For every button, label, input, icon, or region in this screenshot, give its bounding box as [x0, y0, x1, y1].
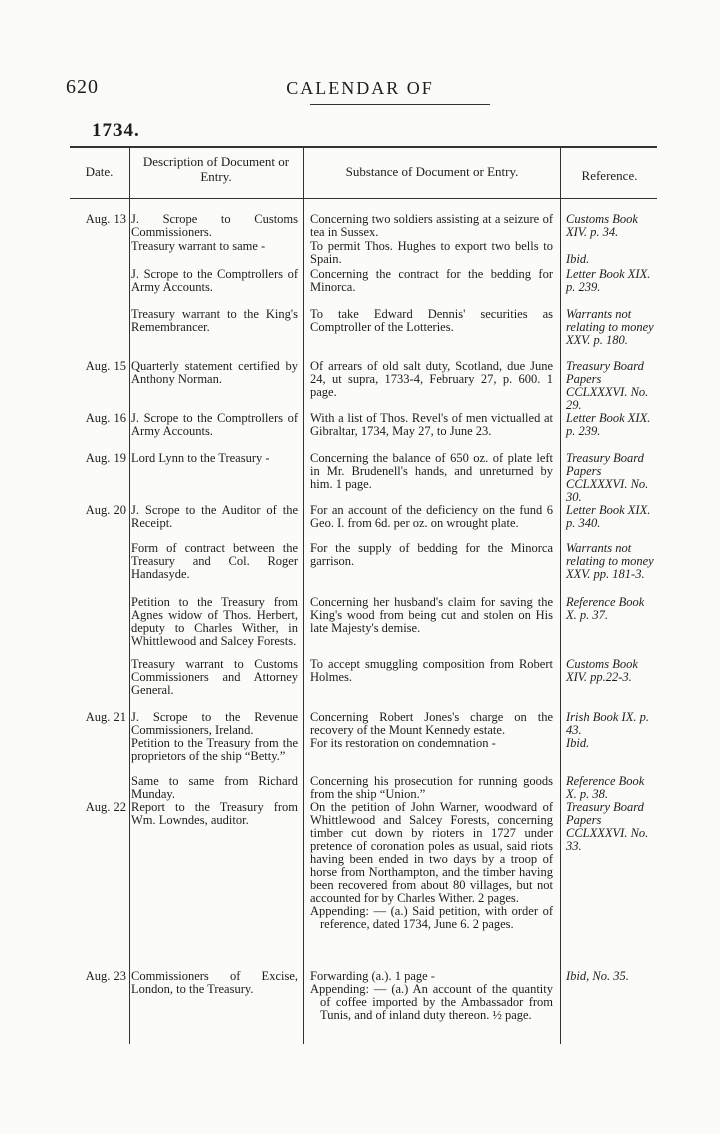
- entry-description: Form of contract between the Treasury and Col. Roger Handasyde.: [131, 541, 298, 581]
- entry-date: Aug. 19: [85, 451, 126, 465]
- entry-reference: Warrants not relating to money XXV. pp. 181-3.: [566, 541, 654, 581]
- table-top-rule: [70, 146, 657, 148]
- entry-substance: Concerning Robert Jones's charge on the recovery of the Mount Kennedy estate.: [310, 710, 553, 737]
- entry-reference: Letter Book XIX. p. 239.: [566, 267, 651, 294]
- column-header-substance: Substance of Document or Entry.: [345, 164, 519, 179]
- year-heading: 1734.: [92, 120, 140, 141]
- entry-reference: Ibid.: [566, 736, 590, 750]
- entry-substance: Of arrears of old salt duty, Scotland, due June 24, ut supra, 1733-4, February 27, p. 600. 1 page.: [310, 359, 553, 399]
- entry-substance: Concerning her husband's claim for saving the King's wood from being cut and stolen on His late Majesty's demise.: [310, 595, 553, 635]
- entry-reference: Treasury Board Papers CCLXXXVI. No. 33.: [566, 800, 649, 853]
- entry-description: J. Scrope to Customs Commissioners.: [131, 212, 298, 239]
- entry-date: Aug. 16: [85, 411, 126, 425]
- entry-substance: To take Edward Dennis' securities as Comptroller of the Lotteries.: [310, 307, 553, 334]
- entry-description: J. Scrope to the Revenue Commissioners, Ireland.: [131, 710, 298, 737]
- entry-description: Treasury warrant to Customs Commissioners and Attorney General.: [131, 657, 298, 697]
- entry-date: Aug. 15: [85, 359, 126, 373]
- entry-description: Treasury warrant to the King's Remembrancer.: [131, 307, 298, 334]
- entry-reference: Treasury Board Papers CCLXXXVI. No. 30.: [566, 451, 649, 504]
- entry-reference: Irish Book IX. p. 43.: [566, 710, 649, 737]
- entry-reference: Ibid, No. 35.: [566, 969, 629, 983]
- calendar-table: [70, 146, 657, 1044]
- entry-reference: Customs Book XIV. p. 34.: [566, 212, 638, 239]
- entry-reference: Reference Book X. p. 37.: [566, 595, 645, 622]
- entry-date: Aug. 13: [85, 212, 126, 226]
- entry-substance: For the supply of bedding for the Minorca garrison.: [310, 541, 553, 568]
- entry-reference: Letter Book XIX. p. 239.: [566, 411, 651, 438]
- entry-date: Aug. 23: [85, 969, 126, 983]
- entry-reference: Letter Book XIX. p. 340.: [566, 503, 651, 530]
- entry-description: Report to the Treasury from Wm. Lowndes, auditor.: [131, 800, 298, 827]
- column-header-date: Date.: [85, 164, 114, 179]
- entry-substance: For an account of the deficiency on the fund 6 Geo. I. from 6d. per oz. on wrought plate.: [310, 503, 553, 530]
- col-divider-3: [560, 146, 561, 1044]
- entry-substance: [310, 970, 553, 1022]
- entry-substance: With a list of Thos. Revel's of men victualled at Gibraltar, 1734, May 27, to June 23.: [310, 411, 553, 438]
- header-bottom-rule: [70, 198, 657, 199]
- entry-description: J. Scrope to the Auditor of the Receipt.: [131, 503, 298, 530]
- column-header-reference: Reference.: [581, 168, 638, 183]
- running-title: CALENDAR OF: [286, 78, 434, 98]
- entry-description: Petition to the Treasury from Agnes widow of Thos. Herbert, deputy to Charles Wither, in Whittlewood and Salcey Forests.: [131, 595, 298, 648]
- entry-substance: For its restoration on condemnation -: [310, 736, 496, 750]
- entry-description: Quarterly statement certified by Anthony Norman.: [131, 359, 298, 386]
- column-header-description: Description of Document or Entry.: [142, 154, 290, 184]
- substance-appending: Appending: — (a.) Said petition, with order of reference, dated 1734, June 6. 2 pages.: [310, 904, 553, 931]
- entry-description: J. Scrope to the Comptrollers of Army Accounts.: [131, 267, 298, 294]
- col-divider-2: [303, 146, 304, 1044]
- entry-reference: Customs Book XIV. pp.22-3.: [566, 657, 638, 684]
- entry-reference: Treasury Board Papers CCLXXXVI. No. 29.: [566, 359, 649, 412]
- entry-reference: Warrants not relating to money XXV. p. 180.: [566, 307, 654, 347]
- col-divider-1: [129, 146, 130, 1044]
- substance-main: Forwarding (a.). 1 page -: [310, 969, 435, 983]
- entry-substance: Concerning the balance of 650 oz. of plate left in Mr. Brudenell's hands, and unreturned by him. 1 page.: [310, 451, 553, 491]
- entry-substance: Concerning two soldiers assisting at a seizure of tea in Sussex.: [310, 212, 553, 239]
- entry-substance: [310, 801, 553, 931]
- entry-date: Aug. 20: [85, 503, 126, 517]
- entry-description: Same to same from Richard Munday.: [131, 774, 298, 801]
- substance-appending: Appending: — (a.) An account of the quantity of coffee imported by the Ambassador from Tunis, and of inland duty thereon. ½ page.: [310, 982, 553, 1022]
- entry-description: Petition to the Treasury from the proprietors of the ship “Betty.”: [131, 736, 298, 763]
- entry-reference: Ibid.: [566, 252, 590, 266]
- entry-date: Aug. 22: [85, 800, 126, 814]
- entry-description: J. Scrope to the Comptrollers of Army Accounts.: [131, 411, 298, 438]
- substance-main: On the petition of John Warner, woodward of Whittlewood and Salcey Forests, concerning timber cut down by rioters in 1727 under pretence of coronation poles as usual, said riots having been ended in two days by a troop of horse from Northampton, and the timber having been recovered from about 80 villages, but not accounted for by Charles Wither. 2 pages.: [310, 800, 553, 905]
- entry-description: Treasury warrant to same -: [131, 239, 266, 253]
- entry-substance: Concerning his prosecution for running goods from the ship “Union.”: [310, 774, 553, 801]
- entry-reference: Reference Book X. p. 38.: [566, 774, 645, 801]
- entry-date: Aug. 21: [85, 710, 126, 724]
- entry-substance: To accept smuggling composition from Robert Holmes.: [310, 657, 553, 684]
- entry-description: Commissioners of Excise, London, to the Treasury.: [131, 969, 298, 996]
- entry-substance: To permit Thos. Hughes to export two bells to Spain.: [310, 239, 553, 266]
- entry-substance: Concerning the contract for the bedding for Minorca.: [310, 267, 553, 294]
- header-rule: [310, 104, 490, 105]
- entry-description: Lord Lynn to the Treasury -: [131, 451, 270, 465]
- page-number: 620: [66, 76, 99, 98]
